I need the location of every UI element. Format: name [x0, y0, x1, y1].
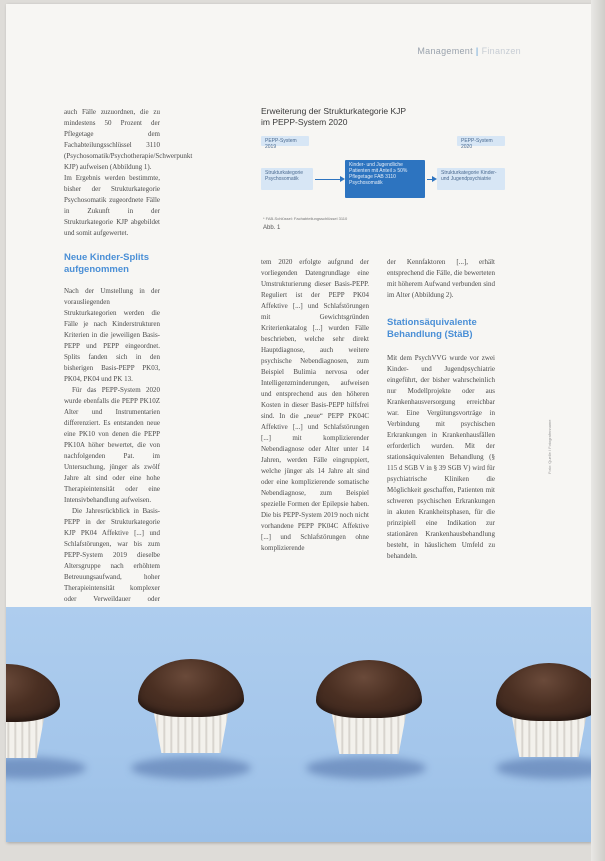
- box-strukturkategorie-kjp: Strukturkategorie Kinder- und Jugendpsychiatrie: [437, 168, 505, 190]
- box-pepp-2019: PEPP-System 2019: [261, 136, 309, 146]
- muffin-top: [6, 664, 60, 722]
- muffin-shadow-3: [306, 757, 426, 779]
- page-edge: [591, 0, 605, 861]
- muffin-1: [6, 664, 62, 764]
- heading-kinder-splits: Neue Kinder-Splits aufgenommen: [64, 252, 149, 275]
- muffin-top: [496, 663, 591, 721]
- muffin-2: [136, 659, 246, 759]
- paragraph-2: Für das PEPP-System 2020 wurde ebenfalls die PEPP PK10Z Alter und Instrumentarien differenziert. Es entstanden neue eine PK10 von denen die PEPP PK10A höher bewertet, die von nachfolgenden Pat. im Untersuchung, jünger als zwölf Jahre alt sind oder eine hohe Therapieintensität oder eine Intensivbehandlung aufweisen.: [64, 386, 160, 504]
- muffin-top: [316, 660, 422, 718]
- intro-paragraph-2: Im Ergebnis werden bestimmte, bisher der Strukturkategorie Psychosomatik zugeordnete Fälle in Zukunft in der Strukturkategorie KJP abgebildet und somit aufgewertet.: [64, 174, 160, 237]
- paragraph-1: Nach der Umstellung in der vorausliegenden Strukturkategorien werden die Fälle je nach Kinderstrukturen Kriterien in die jeweiligen Basis-PEPP und PEPP eingeordnet. Splits fanden sich in den bisherigen Basis-PEPP PK03, PK04, PK04 und PK 13.: [64, 287, 160, 383]
- magazine-page: [6, 4, 591, 842]
- heading-staeb: Stationsäquivalente Behandlung (StäB): [387, 317, 477, 340]
- muffin-shadow-2: [131, 757, 251, 779]
- box-patienten-anteil: Kinder- und Jugendliche Patienten mit Anteil ≥ 50% Pflegetage FAB 3110 Psychosomatik: [345, 160, 425, 198]
- section-label: Management: [417, 46, 473, 56]
- box-strukturkategorie-psychosomatik: Strukturkategorie Psychosomatik: [261, 168, 313, 190]
- column-left: [64, 107, 193, 627]
- right-paragraph-2: Mit dem PsychVVG wurde vor zwei Kinder- und Jugendpsychiatrie eingeführt, der bisher wahrscheinlich nur Modellprojekte oder aus Krankenhausversorgung erreichbar war. Eine Vergütungsvorträge in Verbindung mit psychischen Erkrankungen in Krankenhausfällen erforderlich wurden. Mit der stationsäquivalenten Behandlung (§ 115 d SGB V in § 39 SGB V) wird für psychiatrische Kliniken die Möglichkeit geschaffen, Patienten mit schweren psychischen Erkrankungen in akuten Krankheitsphasen, für die prinzipiell eine Indikation zur stationären Krankenhausbehandlung besteht, in häuslichem Umfeld zu behandeln.: [387, 354, 495, 560]
- middle-paragraph: tem 2020 erfolgte aufgrund der vorliegenden Datengrundlage eine Umstrukturierung dieser Basis-PEPP. Reguliert ist der PEPP PK04 Affektive [...] und Schlafstörungen mit Gewichtsgründen Kriterienkatalog [...] wurden Fälle beschrieben, welche sehr direkt Hauptdiagnose, auch weitere psychische Nebendiagnosen, zum Beispiel Bulimia nervosa oder Intelligenzminderungen, aufweisen und entsprechend aus den höheren Kosten in dieser Basis-PEPP hilfsfrei sind. In die „neue“ PEPP PK04C Affektive [...] und Schlafstörungen [...] mit komplizierender Nebendiagnose oder Alter unter 14 Jahren, werden Fälle eingruppiert, welche jünger als 14 Jahre alt sind oder eine komplizierende somatische Nebendiagnose, zum Beispiel spezielle Formen der Epilepsie haben. Die bis PEPP-System 2019 noch nicht vorhandene PEPP PK04C Affektive [...] und Schlafstörungen ohne komplizierende: [261, 258, 369, 552]
- column-right: [387, 257, 495, 562]
- muffin-top: [138, 659, 244, 717]
- box-pepp-2020: PEPP-System 2020: [457, 136, 505, 146]
- figure-1: [261, 106, 511, 236]
- muffins-photo: [6, 607, 591, 842]
- paragraph-3: Die Jahresrückblick in Basis-PEPP in der Strukturkategorie KJP PK04 Affektive [...] und Schlafstörungen, war bis zum PEPP-System 2019 dieselbe Altersgruppe nach erhöhtem Betreuungsaufwand, hoher Therapieintensität komplexer oder Verweildauer oder: [64, 507, 160, 603]
- figure-title-line-2: im PEPP-System 2020: [261, 117, 348, 127]
- intro-paragraph: auch Fälle zuzuordnen, die zu mindestens 50 Prozent der Pflegetage dem Fachabteilungsschlüssel 3110 (Psychosomatik/Psychotherapie/Schwerpunkt KJP) aufweisen (Abbildung 1).: [64, 108, 193, 171]
- running-head: [417, 46, 521, 56]
- right-paragraph-1: der Kennfaktoren [...], erhält entsprechend die Fälle, die bewerteten mit höherem Aufwand verbunden sind im Alter (Abbildung 2).: [387, 258, 495, 299]
- subsection-label: Finanzen: [481, 46, 521, 56]
- figure-title-line-1: Erweiterung der Strukturkategorie KJP: [261, 106, 407, 116]
- muffin-3: [314, 660, 424, 760]
- arrow-2-head: [432, 176, 437, 182]
- column-middle: [261, 257, 369, 554]
- arrow-1-head: [340, 176, 345, 182]
- figure-label: Abb. 1: [263, 225, 281, 231]
- figure-note: * FAB-Schlüssel: Fachabteilungsschlüssel 3110: [263, 216, 348, 221]
- arrow-1-line: [315, 179, 341, 180]
- muffin-4: [494, 663, 591, 763]
- photo-credit: Foto: Quelle / Fotografenname: [547, 419, 552, 474]
- header-separator: |: [475, 46, 479, 56]
